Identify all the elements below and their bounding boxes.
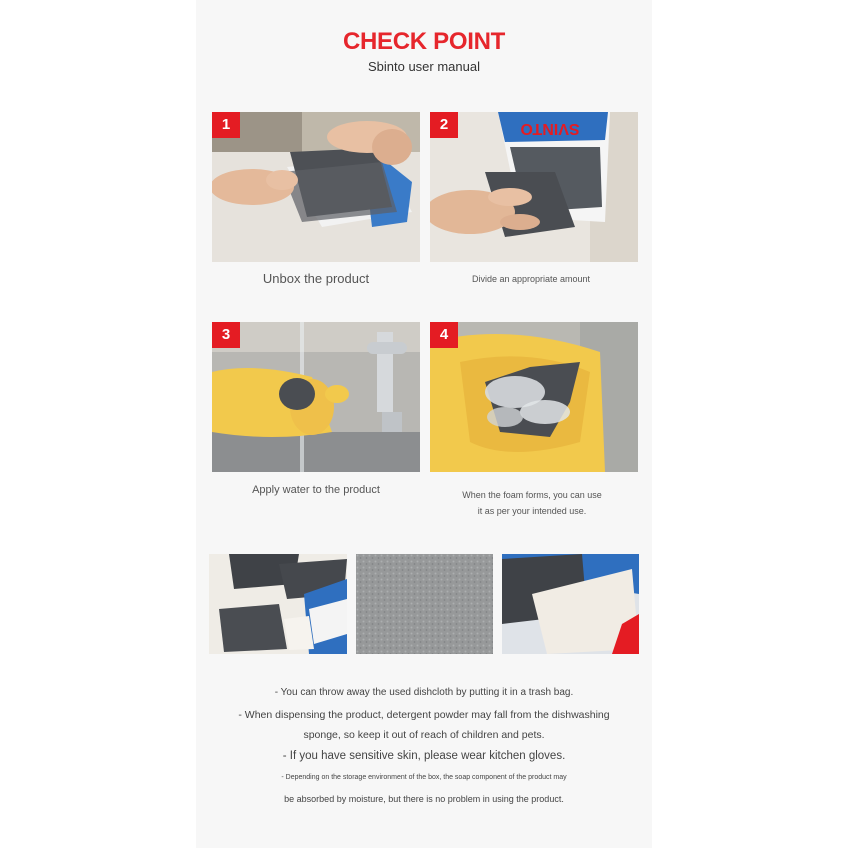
step-2-photo: [430, 112, 638, 262]
step-3-caption: Apply water to the product: [252, 484, 380, 496]
page-subtitle: Sbinto user manual: [367, 59, 480, 74]
step-3-photo: [212, 322, 420, 472]
step-1-photo: [212, 112, 420, 262]
step-3-badge: 3: [212, 322, 240, 348]
product-photo-closeup: [356, 554, 493, 654]
step-4-photo: [430, 322, 638, 472]
note-trash-bag: - You can throw away the used dishcloth by putting it in a trash bag.: [274, 687, 574, 698]
step-2-badge: 2: [430, 112, 458, 138]
page-title: CHECK POINT: [342, 28, 506, 55]
note-detergent-line-1: - When dispensing the product, detergent powder may fall from the dishwashing: [238, 709, 610, 721]
note-gloves: - If you have sensitive skin, please wear kitchen gloves.: [282, 750, 566, 762]
step-2-caption: Divide an appropriate amount: [471, 274, 591, 284]
note-moisture-line-2: be absorbed by moisture, but there is no problem in using the product.: [284, 794, 564, 804]
step-1-caption: Unbox the product: [262, 271, 370, 286]
step-4-caption-line-2: it as per your intended use.: [477, 506, 587, 516]
note-moisture-line-1: - Depending on the storage environment of the box, the soap component of the product may: [281, 774, 567, 781]
step-4-badge: 4: [430, 322, 458, 348]
step-1-badge: 1: [212, 112, 240, 138]
product-photo-box: [502, 554, 639, 654]
box-brand-text: SVINTO: [520, 120, 580, 137]
product-photo-pads: [209, 554, 347, 654]
step-4-caption: [430, 487, 634, 519]
note-detergent-line-2: sponge, so keep it out of reach of children and pets.: [303, 729, 545, 741]
step-4-caption-line-1: When the foam forms, you can use: [462, 490, 602, 500]
